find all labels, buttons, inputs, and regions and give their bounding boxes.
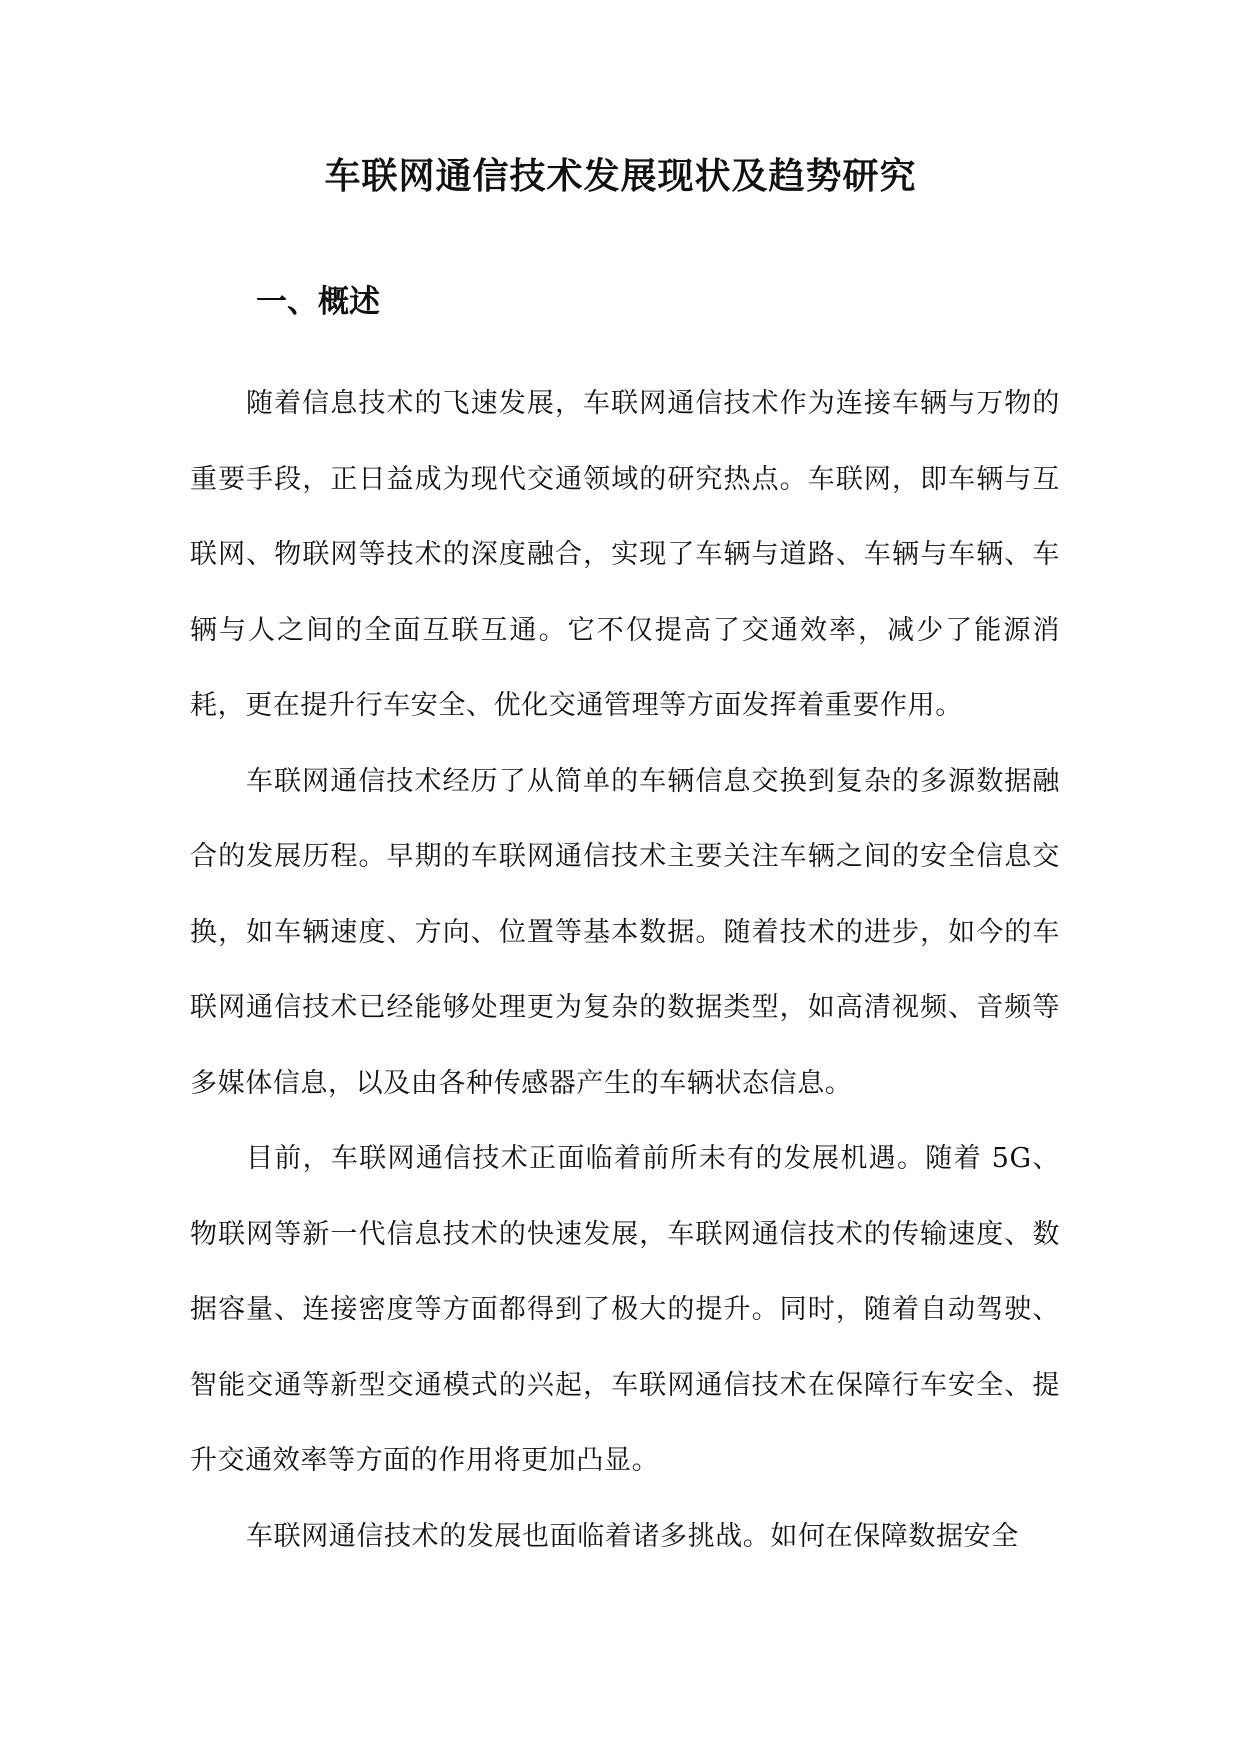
paragraph: 随着信息技术的飞速发展，车联网通信技术作为连接车辆与万物的重要手段，正日益成为现代交通领域的研究热点。车联网，即车辆与互联网、物联网等技术的深度融合，实现了车辆与道路、车辆与车辆、车辆与人之间的全面互联互通。它不仅提高了交通效率，减少了能源消耗，更在提升行车安全、优化交通管理等方面发挥着重要作用。 bbox=[190, 388, 1060, 721]
body-text bbox=[190, 366, 1060, 1574]
paragraph: 车联网通信技术经历了从简单的车辆信息交换到复杂的多源数据融合的发展历程。早期的车联网通信技术主要关注车辆之间的安全信息交换，如车辆速度、方向、位置等基本数据。随着技术的进步，如今的车联网通信技术已经能够处理更为复杂的数据类型，如高清视频、音频等多媒体信息，以及由各种传感器产生的车辆状态信息。 bbox=[190, 765, 1060, 1099]
paragraph: 车联网通信技术的发展也面临着诸多挑战。如何在保障数据安全 bbox=[246, 1520, 1019, 1552]
paragraph: 目前，车联网通信技术正面临着前所未有的发展机遇。随着 5G、物联网等新一代信息技术的快速发展，车联网通信技术的传输速度、数据容量、连接密度等方面都得到了极大的提升。同时，随着自动驾驶、智能交通等新型交通模式的兴起，车联网通信技术在保障行车安全、提升交通效率等方面的作用将更加凸显。 bbox=[190, 1143, 1060, 1476]
document-title: 车联网通信技术发展现状及趋势研究 bbox=[324, 155, 917, 197]
section-heading: 一、概述 bbox=[256, 284, 380, 320]
